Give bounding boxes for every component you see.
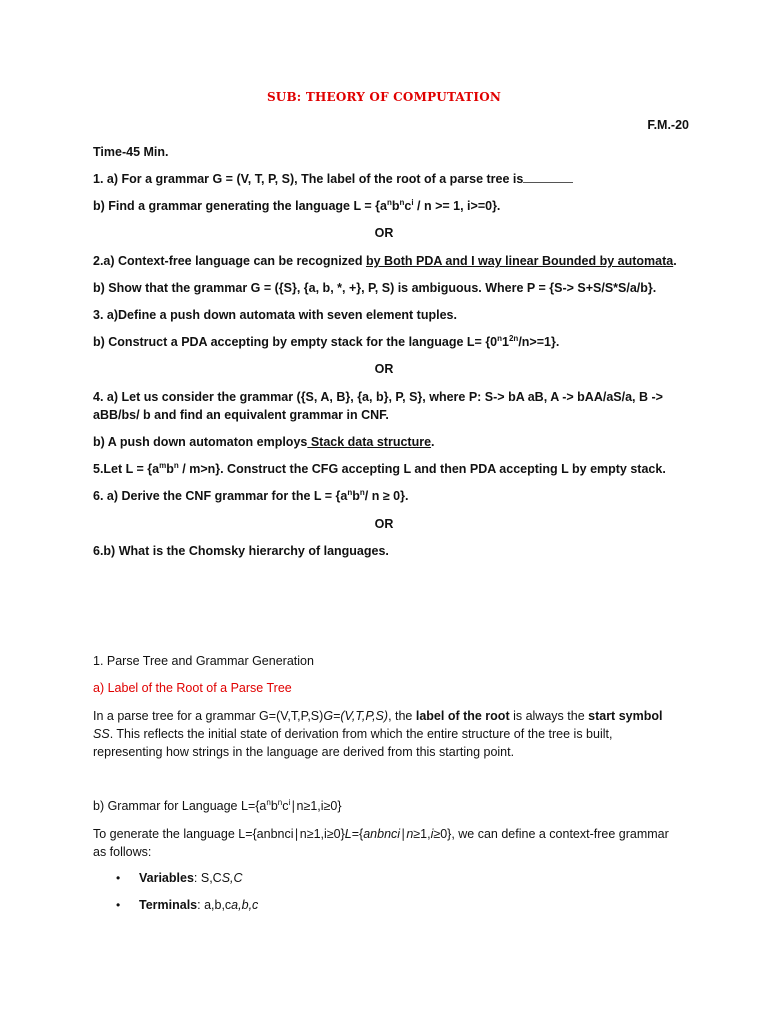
- answer-blank: [523, 173, 573, 183]
- terminals-comma: ,: [238, 898, 242, 912]
- q1b-pre: b) Find a grammar generating the language L = {a: [93, 199, 387, 213]
- full-marks: F.M.-20: [647, 118, 689, 132]
- variables-label: Variables: [139, 871, 194, 885]
- sup-n: n: [386, 197, 392, 207]
- question-1b: [93, 199, 500, 213]
- q4b-post: .: [431, 435, 435, 449]
- sup-n: n: [359, 487, 365, 497]
- p2-post: ≥1,: [413, 827, 431, 841]
- q5-pre: 5.Let L = {a: [93, 462, 160, 476]
- q6a-mid: b: [352, 489, 360, 503]
- sup-i: i: [411, 197, 414, 207]
- p1-bold-start-symbol: start symbol: [588, 709, 663, 723]
- terminals-ital3: c: [252, 898, 259, 912]
- sup-i: i: [288, 797, 291, 807]
- p2-pre: To generate the language L={anbnci∣n≥1,i≥0}: [93, 827, 345, 841]
- variables-value: : S,C: [193, 871, 222, 885]
- q2a-answer: by Both PDA and I way linear Bounded by automata: [365, 254, 674, 268]
- answer-subheading-b: [93, 798, 342, 813]
- sup-m: m: [159, 460, 167, 470]
- terminals-item: [139, 898, 258, 912]
- terminals-value: : a,b,c: [197, 898, 232, 912]
- q1b-post: / n >= 1, i>=0}.: [413, 199, 501, 213]
- time-limit: Time-45 Min.: [93, 145, 169, 159]
- q4b-pre: b) A push down automaton employs: [93, 435, 308, 449]
- q3b-post: /n>=1}.: [518, 335, 560, 349]
- question-2a: [93, 254, 677, 268]
- p1-bold-label: label of the root: [415, 709, 510, 723]
- p1-post: . This reflects the initial state of derivation from which the entire structure of the tree is built, representing how strings in the language are derived from this starting point.: [93, 727, 613, 759]
- q3b-mid: 1: [502, 335, 509, 349]
- sup-n: n: [266, 797, 271, 807]
- question-1a: [93, 172, 573, 186]
- question-6a: [93, 489, 408, 503]
- question-6b: 6.b) What is the Chomsky hierarchy of languages.: [93, 544, 389, 558]
- document-title: SUB: THEORY OF COMPUTATION: [266, 90, 502, 104]
- p1-mid2: is always the: [509, 709, 589, 723]
- question-1a-text: 1. a) For a grammar G = (V, T, P, S), The label of the root of a parse tree is: [93, 172, 524, 186]
- or-divider: OR: [374, 517, 394, 531]
- question-2b: b) Show that the grammar G = ({S}, {a, b, *, +}, P, S) is ambiguous. Where P = {S-> S+S/S*S/a/b}.: [93, 281, 657, 295]
- p2-end: ≥0}, we can define a context-free grammar as follows:: [93, 827, 669, 859]
- p1-mid: , the: [388, 709, 416, 723]
- q1b-mid2: c: [404, 199, 412, 213]
- answer-paragraph-1: [93, 707, 673, 761]
- bullet-icon: •: [116, 871, 121, 885]
- sup-n: n: [347, 487, 353, 497]
- p2-ital2: anbnci: [363, 827, 401, 841]
- q6a-post: / n ≥ 0}.: [364, 489, 409, 503]
- question-3a: 3. a)Define a push down automata with seven element tuples.: [93, 308, 457, 322]
- variables-item: [139, 871, 243, 885]
- q3b-pre: b) Construct a PDA accepting by empty stack for the language L= {0: [93, 335, 498, 349]
- question-4a-line2: aBB/bs/ b and find an equivalent grammar in CNF.: [93, 408, 389, 422]
- q2a-post: .: [673, 254, 677, 268]
- p2-ital3: n: [406, 827, 414, 841]
- sup-n: n: [399, 197, 405, 207]
- question-3b: [93, 335, 559, 349]
- p2-ital4: i: [430, 827, 434, 841]
- q1b-mid: b: [391, 199, 400, 213]
- sup-n: n: [173, 460, 179, 470]
- subb-mid2: c: [282, 799, 289, 813]
- question-4b: [93, 435, 435, 449]
- p1-pre: In a parse tree for a grammar G=(V,T,P,S): [93, 709, 324, 723]
- bullet-icon: •: [116, 898, 121, 912]
- sup-n: n: [497, 333, 503, 343]
- p2-ital: L: [344, 827, 352, 841]
- answer-subheading-a: a) Label of the Root of a Parse Tree: [93, 681, 292, 695]
- q4b-answer: Stack data structure: [307, 435, 432, 449]
- p2-mid: ={: [351, 827, 364, 841]
- p1-g: G: [323, 709, 334, 723]
- question-4a-line1: 4. a) Let us consider the grammar ({S, A, B}, {a, b}, P, S}, where P: S-> bA aB, A -> bAA/aS/a, B ->: [93, 390, 663, 404]
- answer-paragraph-2: [93, 825, 673, 861]
- subb-post: ∣n≥1,i≥0}: [290, 799, 342, 813]
- terminals-label: Terminals: [139, 898, 198, 912]
- terminals-ital: a: [231, 898, 239, 912]
- answer-section-heading: 1. Parse Tree and Grammar Generation: [93, 654, 314, 668]
- terminals-comma2: ,: [248, 898, 253, 912]
- or-divider: OR: [374, 226, 394, 240]
- p1-s: SS: [93, 727, 110, 741]
- variables-ital: S: [221, 871, 231, 885]
- q5-mid: b: [166, 462, 174, 476]
- variables-ital2: C: [233, 871, 243, 885]
- subb-pre: b) Grammar for Language L={a: [93, 799, 267, 813]
- q2a-pre: 2.a) Context-free language can be recognized: [93, 254, 366, 268]
- sup-n: n: [277, 797, 283, 807]
- subb-mid: b: [270, 799, 278, 813]
- question-5: [93, 462, 666, 476]
- sup-2n: 2n: [508, 333, 519, 343]
- q6a-pre: 6. a) Derive the CNF grammar for the L = {a: [93, 489, 348, 503]
- p1-tuple: =(V,T,P,S): [333, 709, 389, 723]
- variables-comma: ,: [230, 871, 234, 885]
- terminals-ital2: b: [241, 898, 249, 912]
- p2-mid2: ∣: [400, 827, 407, 841]
- q5-post: / m>n}. Construct the CFG accepting L and then PDA accepting L by empty stack.: [178, 462, 666, 476]
- or-divider: OR: [374, 362, 394, 376]
